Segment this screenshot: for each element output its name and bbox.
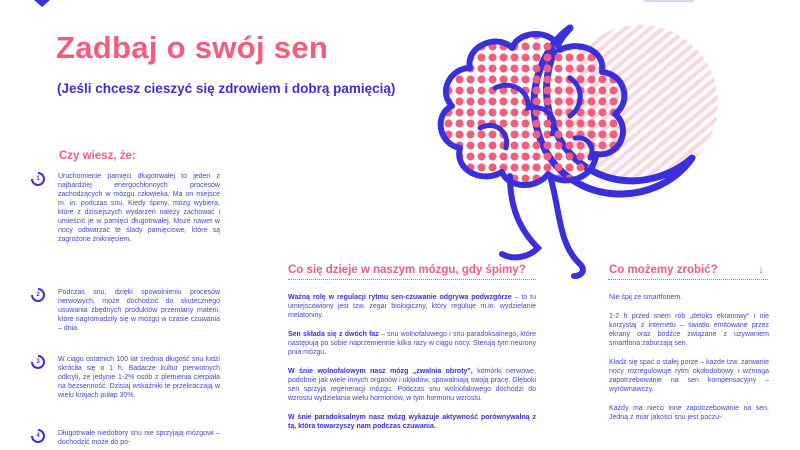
what-to-do-text	[609, 293, 769, 432]
list-number-4-icon: 4	[31, 429, 45, 443]
paragraph: Każdy ma nieco inne zapotrzebowanie na sen. Jedną z miar jakości snu jest poczu-	[609, 405, 769, 421]
list-item: Podczas snu, dzięki spowolnieniu procesów nerwowych, może dochodzić do skutecznego usuwania zbędnych produktów przemiany materii, które nagromadziły się w mózgu w czasie czuwania – dnia.	[58, 289, 220, 332]
paragraph: Kładź się spać o stałej porze – każde tzw. zarwanie nocy rozregulowuje rytm okołodobowy i wzmaga zapotrzebowanie na sen kompensacyjny – wyrównawczy.	[609, 359, 769, 393]
list-number-3-icon: 3	[31, 355, 45, 369]
did-you-know-heading: Czy wiesz, że:	[59, 150, 136, 162]
paragraph: Ważną rolę w regulacji rytmu sen-czuwanie odgrywa podwzgórze – to tu umiejscowiony jest tzw. zegar biologiczny, który reguluje m.in. wydzielanie melatoniny.	[288, 294, 537, 319]
corner-logo-icon	[34, 0, 50, 8]
paragraph: Sen składa się z dwóch faz – snu wolnofalowego i snu paradoksalnego, które następują po sobie naprzemiennie kilka razy w ciągu nocy. Sterują tym neurony pnia mózgu.	[288, 331, 536, 356]
brain-icon	[441, 34, 625, 276]
brain-section-text	[288, 293, 536, 441]
list-item: Uruchomienie pamięci długotrwałej to jeden z najbardziej energochłonnych procesów zachodzących w mózgu człowieka. Ma on miejsce m. in. podczas snu. Kiedy śpimy, mózg wybiera, które z dzisiejszych wydarzeń należy zachować i umieścić je w pamięci długotrwałej. Może nawet w nocy odtwarzać te ślady pamięciowe, które są zagrożone zniknięciem.	[58, 173, 220, 243]
section-divider	[288, 279, 536, 280]
list-number-1-icon: 1	[31, 172, 45, 186]
page-title: Zadbaj o swój sen	[56, 30, 329, 65]
paragraph: W śnie paradoksalnym nasz mózg wykazuje aktywność porównywalną z tą, która towarzyszy nam podczas czuwania.	[288, 414, 536, 430]
page-subtitle: (Jeśli chcesz cieszyć się zdrowiem i dobrą pamięcią)	[57, 81, 396, 96]
section-divider	[608, 279, 768, 280]
paragraph: W śnie wolnofalowym nasz mózg „zwalnia obroty", komórki nerwowe, podobnie jak wiele innych organów i układów, spowalniają swoją pracę. Głęboki sen sprzyja regeneracji mózgu. Podczas snu wolnofalowego dochodzi do wzrostu wydzielania wielu hormonów, w tym hormonu wzrostu.	[288, 368, 537, 402]
brain-moon-illustration	[410, 8, 730, 280]
brain-section-heading: Co się dzieje w naszym mózgu, gdy śpimy?	[288, 264, 526, 276]
list-item: W ciągu ostatnich 100 lat średnia długość snu ludzi skróciła się o 1 h. Badacze kultur pierwotnych odkryli, że jedynie 1-2% osób z plemienia cierpiała na bezsenność. Dzisiaj wskaźniki te przekraczają w wielu krajach pułap 30%.	[58, 356, 220, 399]
list-item: Długotrwałe niedobory snu nie sprzyjają mózgowi – dochodzić może do po-	[58, 430, 220, 446]
top-right-fragment	[644, 0, 694, 5]
what-to-do-heading: Co możemy zrobić?	[609, 264, 718, 276]
paragraph: 1-2 h przed snem rób „detoks ekranowy" i nie korzystaj z internetu – światło emitowane przez ekrany oraz bodźce związane z używaniem smartfona zaburzają sen.	[609, 313, 769, 347]
list-number-2-icon: 2	[31, 288, 45, 302]
arrow-down-icon: ↓	[758, 262, 764, 276]
paragraph: Nie śpij ze smartfonem.	[609, 294, 683, 301]
